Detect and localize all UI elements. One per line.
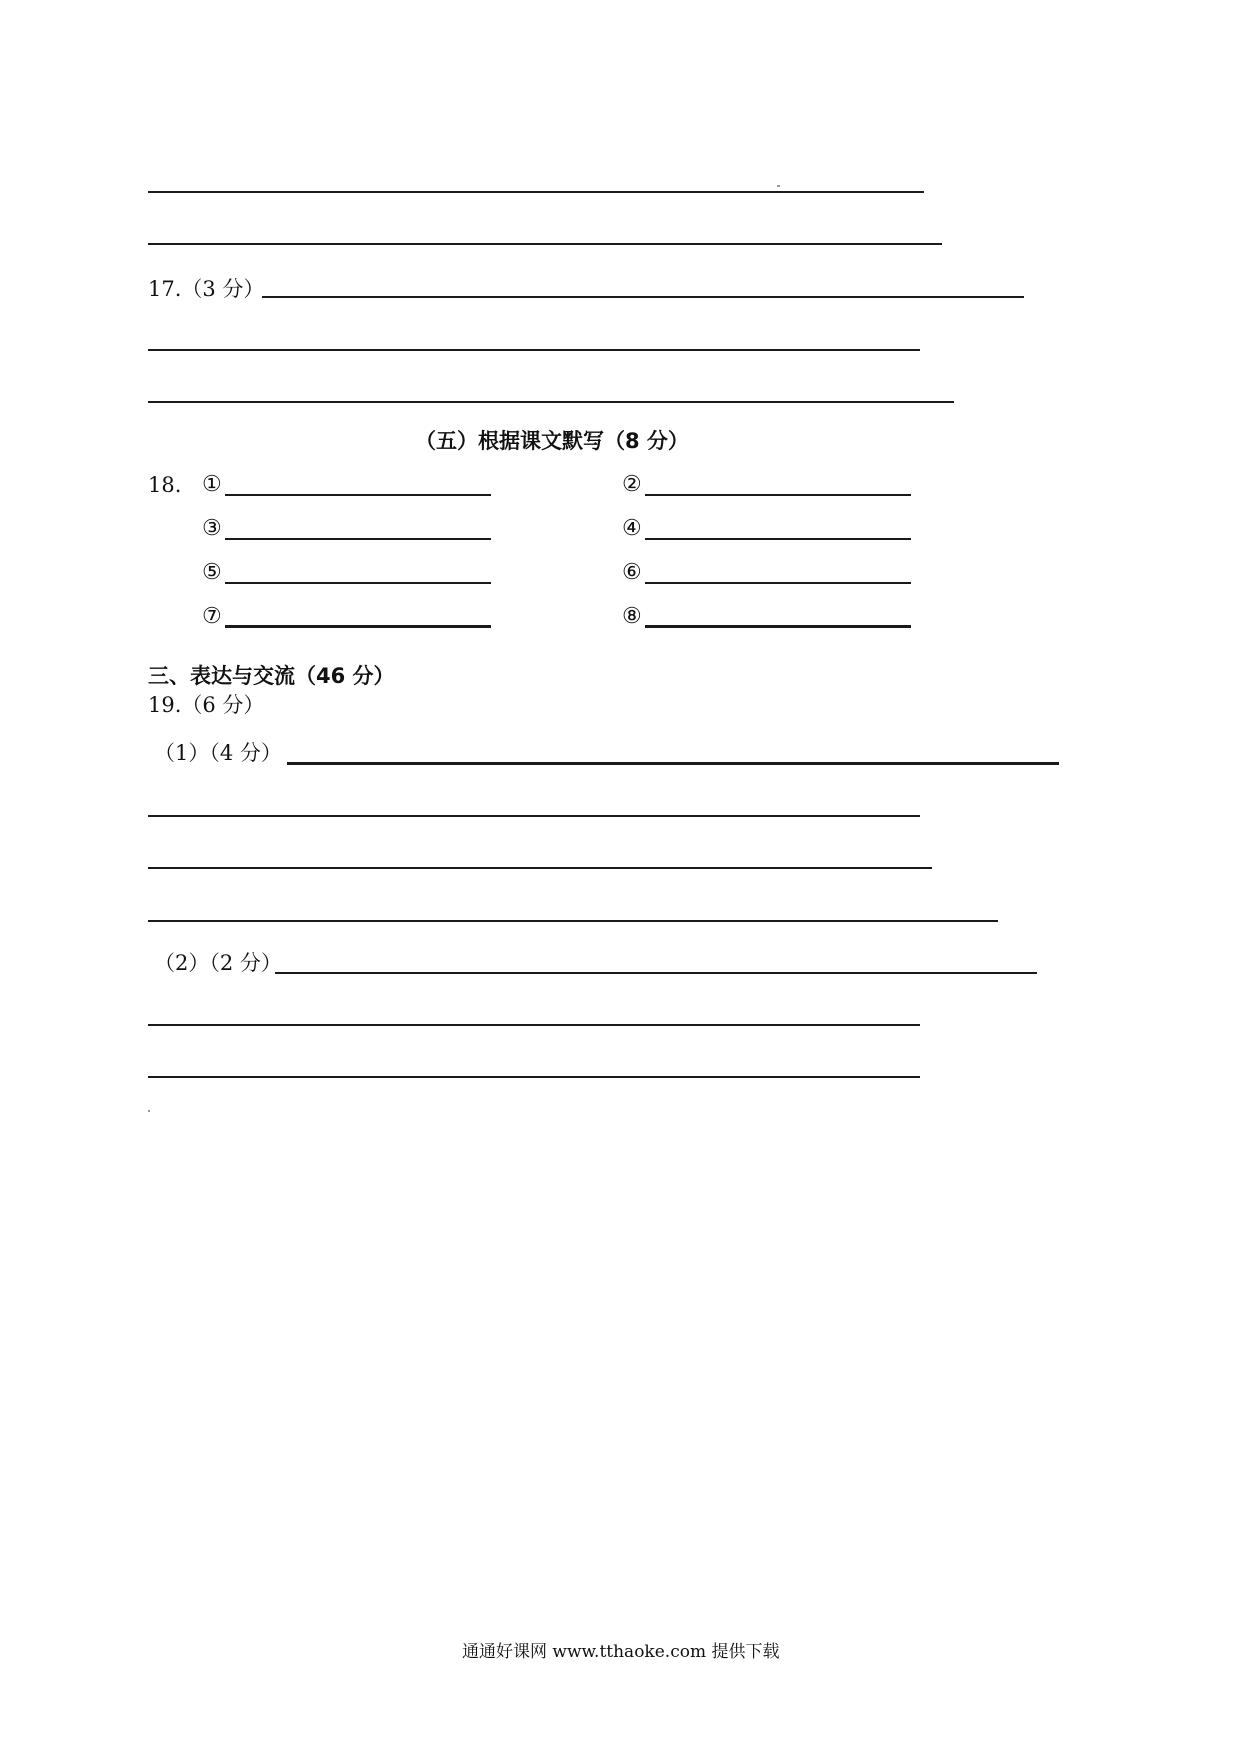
blank-line-4[interactable] bbox=[645, 538, 911, 540]
answer-line[interactable] bbox=[148, 191, 924, 193]
part-3-heading: 三、表达与交流（46 分） bbox=[148, 664, 395, 688]
question-19-2-answer-line[interactable] bbox=[275, 972, 1037, 974]
question-17-answer-line[interactable] bbox=[262, 296, 1024, 298]
answer-line[interactable] bbox=[148, 243, 942, 245]
answer-line[interactable] bbox=[148, 920, 998, 922]
blank-line-7[interactable] bbox=[225, 625, 491, 628]
blank-marker-8: ⑧ bbox=[622, 604, 642, 629]
answer-line[interactable] bbox=[148, 1024, 920, 1026]
question-19-1-answer-line[interactable] bbox=[287, 762, 1059, 765]
blank-marker-4: ④ bbox=[622, 516, 642, 541]
blank-marker-2: ② bbox=[622, 472, 642, 497]
question-19-label: 19.（6 分） bbox=[148, 693, 265, 717]
question-19-1-label: （1）（4 分） bbox=[154, 741, 282, 765]
blank-marker-1: ① bbox=[202, 472, 222, 497]
blank-line-5[interactable] bbox=[225, 582, 491, 584]
section-5-heading: （五）根据课文默写（8 分） bbox=[415, 429, 689, 453]
answer-line[interactable] bbox=[148, 815, 920, 817]
blank-line-1[interactable] bbox=[225, 494, 491, 496]
answer-line[interactable] bbox=[148, 867, 932, 869]
question-17-label: 17.（3 分） bbox=[148, 277, 265, 301]
blank-marker-7: ⑦ bbox=[202, 604, 222, 629]
blank-marker-6: ⑥ bbox=[622, 560, 642, 585]
scan-speck bbox=[777, 185, 780, 187]
scan-speck bbox=[148, 1110, 150, 1112]
answer-line[interactable] bbox=[148, 1076, 920, 1078]
blank-line-2[interactable] bbox=[645, 494, 911, 496]
answer-line[interactable] bbox=[148, 401, 954, 403]
blank-line-8[interactable] bbox=[645, 625, 911, 628]
blank-marker-5: ⑤ bbox=[202, 560, 222, 585]
page-footer: 通通好课网 www.tthaoke.com 提供下载 bbox=[462, 1642, 780, 1662]
answer-line[interactable] bbox=[148, 349, 920, 351]
blank-line-3[interactable] bbox=[225, 538, 491, 540]
blank-marker-3: ③ bbox=[202, 516, 222, 541]
question-18-label: 18. bbox=[148, 473, 182, 497]
question-19-2-label: （2）（2 分） bbox=[154, 951, 282, 975]
blank-line-6[interactable] bbox=[645, 582, 911, 584]
